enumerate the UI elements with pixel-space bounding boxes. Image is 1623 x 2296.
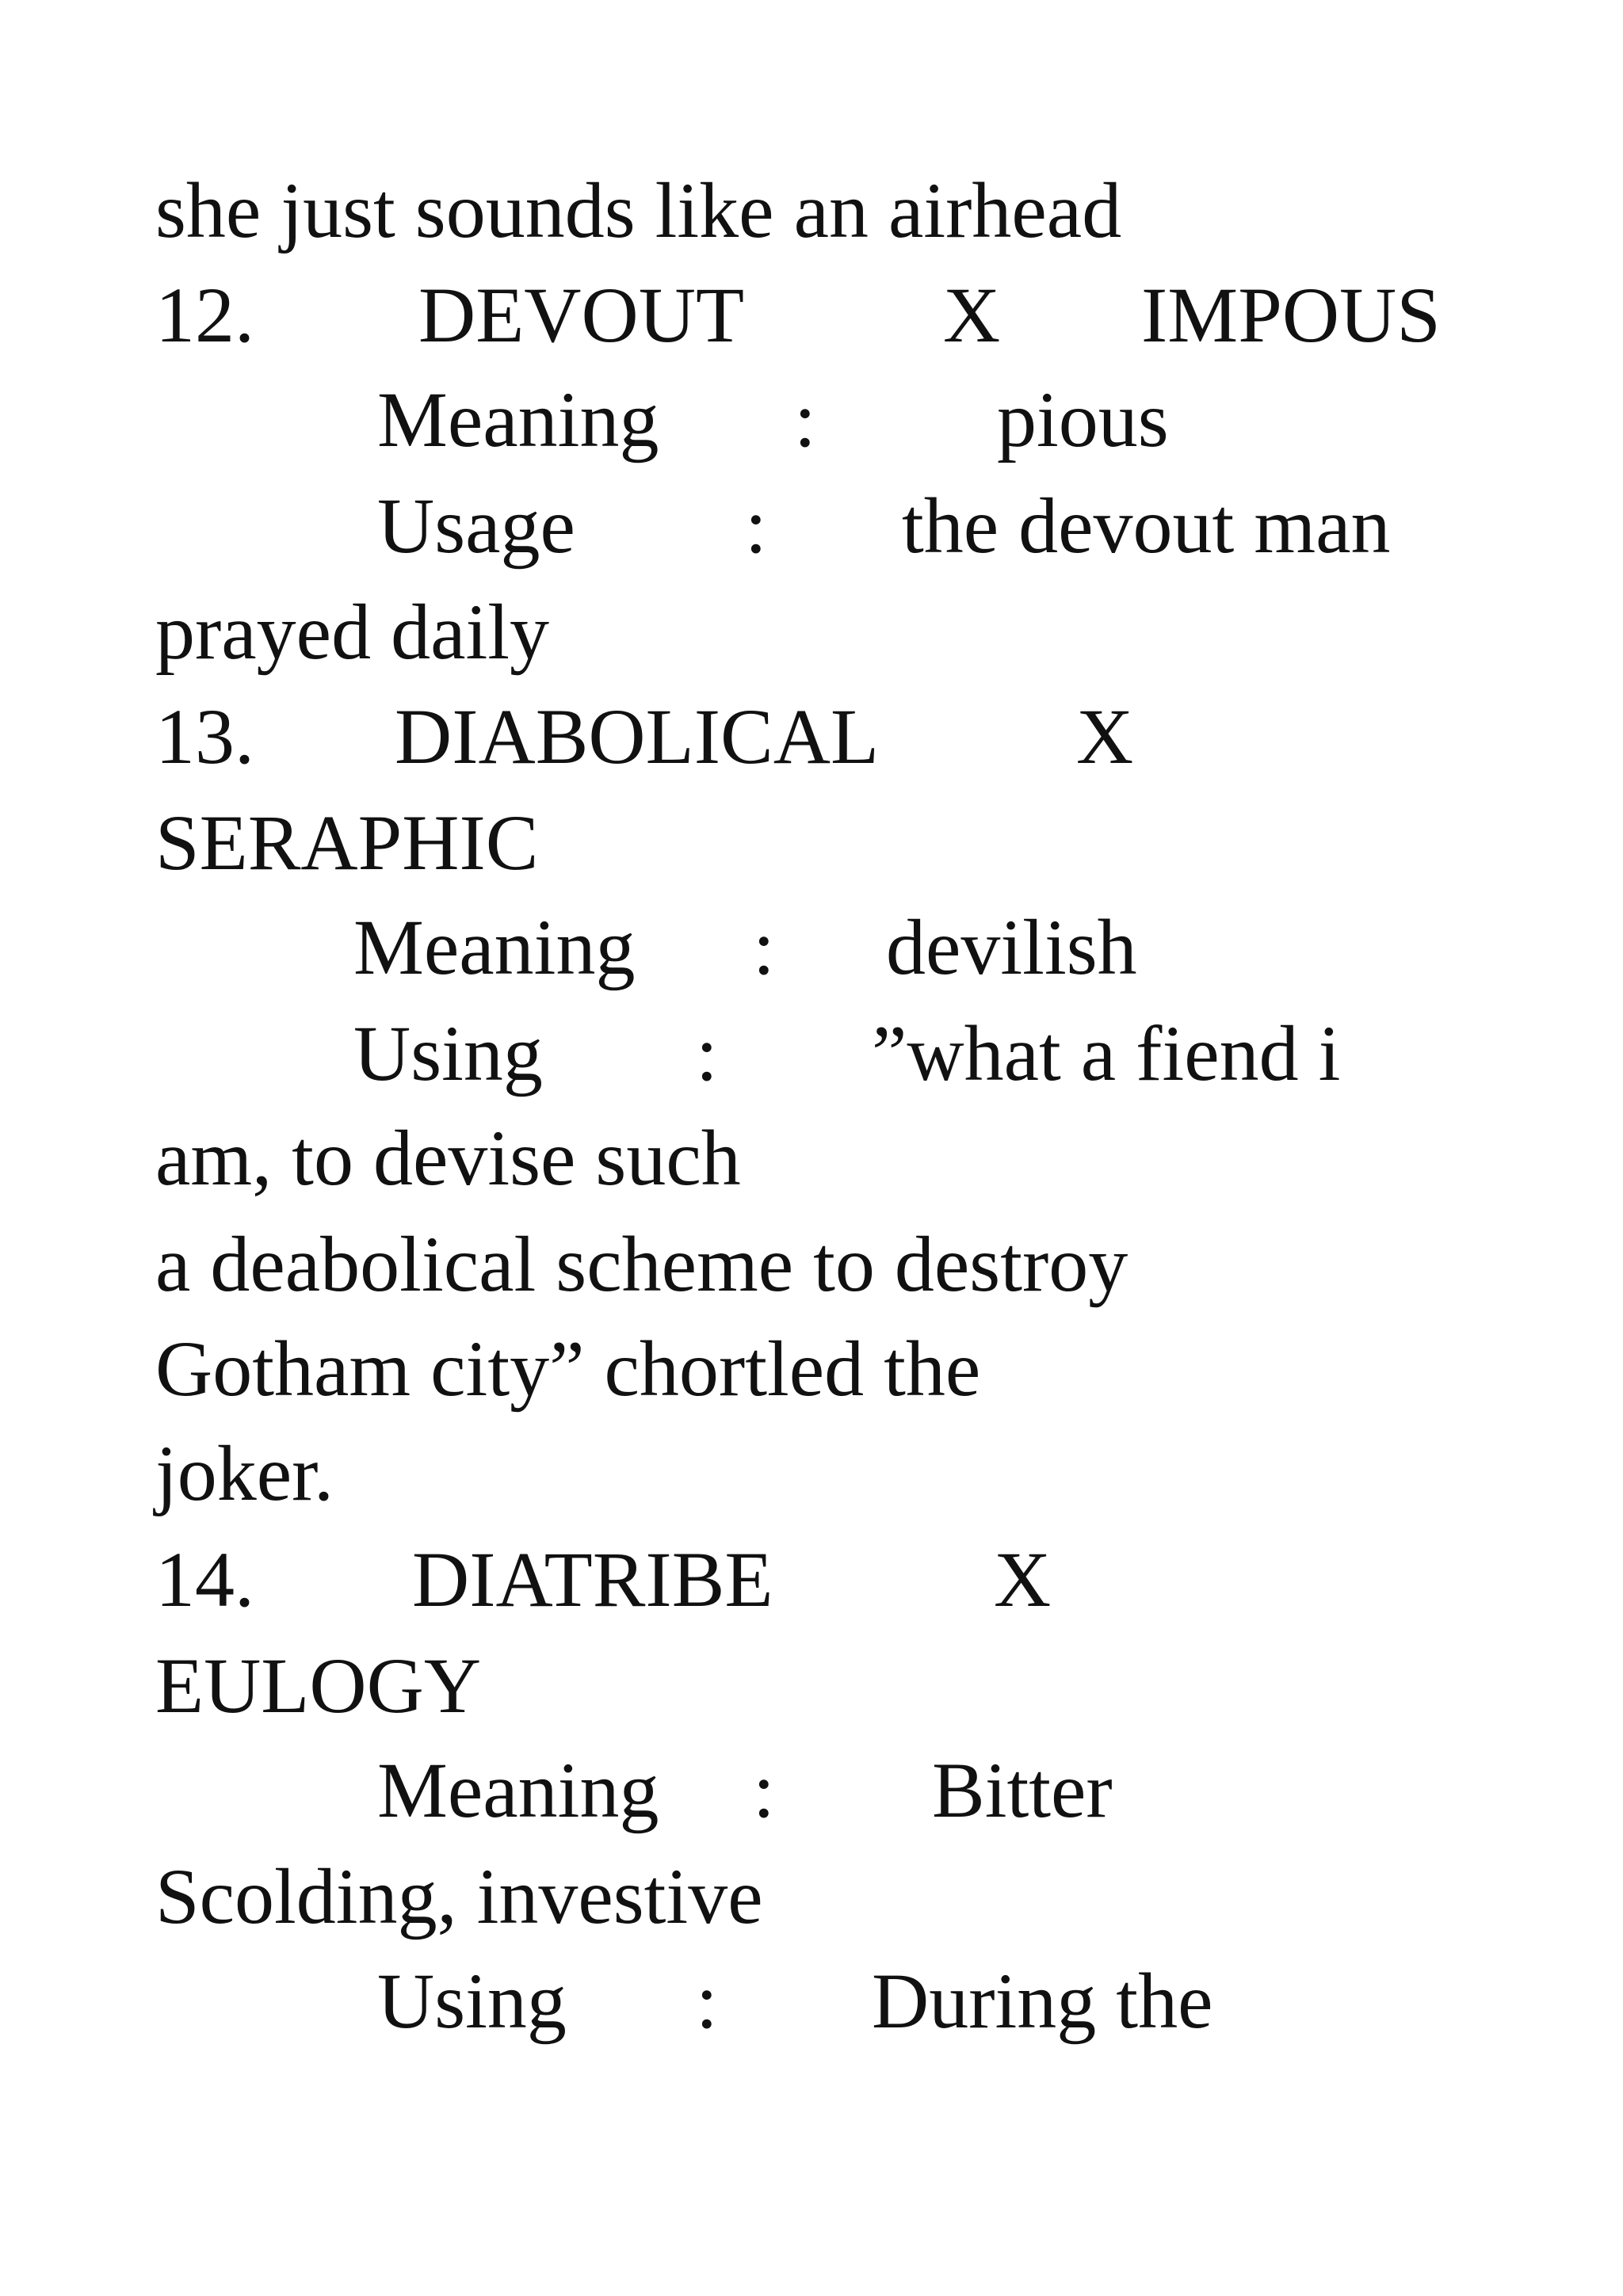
entry-14-meaning-colon: : xyxy=(753,1746,775,1834)
entry-14-using-label: Using xyxy=(377,1957,567,2045)
entry-12-separator: X xyxy=(943,271,1001,359)
entry-14-meaning-label: Meaning xyxy=(377,1746,659,1834)
entry-12-usage-continuation: prayed daily xyxy=(155,588,550,676)
usage-continuation-airhead: she just sounds like an airhead xyxy=(155,166,1122,254)
entry-12-number: 12. xyxy=(155,271,254,359)
entry-13-antonym: SERAPHIC xyxy=(155,799,539,887)
entry-14-antonym: EULOGY xyxy=(155,1642,482,1730)
entry-13-using-continuation-2: a deabolical scheme to destroy xyxy=(155,1220,1128,1308)
entry-12-usage-label: Usage xyxy=(377,482,575,570)
entry-13-separator: X xyxy=(1076,692,1134,780)
entry-12-usage-text: the devout man xyxy=(902,482,1391,570)
entry-13-using-continuation-3: Gotham city” chortled the xyxy=(155,1325,981,1413)
entry-14-number: 14. xyxy=(155,1535,254,1623)
entry-13-using-text: ”what a fiend i xyxy=(872,1009,1341,1097)
entry-13-word: DIABOLICAL xyxy=(395,692,880,780)
entry-14-meaning-text: Bitter xyxy=(932,1746,1113,1834)
entry-14-word: DIATRIBE xyxy=(412,1535,773,1623)
entry-14-using-colon: : xyxy=(696,1957,718,2045)
entry-12-usage-colon: : xyxy=(745,482,767,570)
entry-13-using-label: Using xyxy=(353,1009,543,1097)
entry-12-antonym: IMPOUS xyxy=(1141,271,1441,359)
entry-13-meaning-label: Meaning xyxy=(353,903,636,991)
entry-13-meaning-colon: : xyxy=(753,903,775,991)
entry-12-meaning-label: Meaning xyxy=(377,376,659,463)
entry-14-meaning-continuation: Scolding, investive xyxy=(155,1852,763,1940)
entry-14-using-text: During the xyxy=(872,1957,1213,2045)
entry-13-meaning-text: devilish xyxy=(886,903,1137,991)
entry-13-using-colon: : xyxy=(696,1009,718,1097)
entry-13-using-continuation-1: am, to devise such xyxy=(155,1114,741,1202)
entry-13-number: 13. xyxy=(155,692,254,780)
entry-14-separator: X xyxy=(994,1535,1052,1623)
entry-13-using-continuation-4: joker. xyxy=(155,1429,334,1517)
entry-12-meaning-colon: : xyxy=(794,376,816,463)
entry-12-word: DEVOUT xyxy=(418,271,745,359)
entry-12-meaning-text: pious xyxy=(997,376,1169,463)
